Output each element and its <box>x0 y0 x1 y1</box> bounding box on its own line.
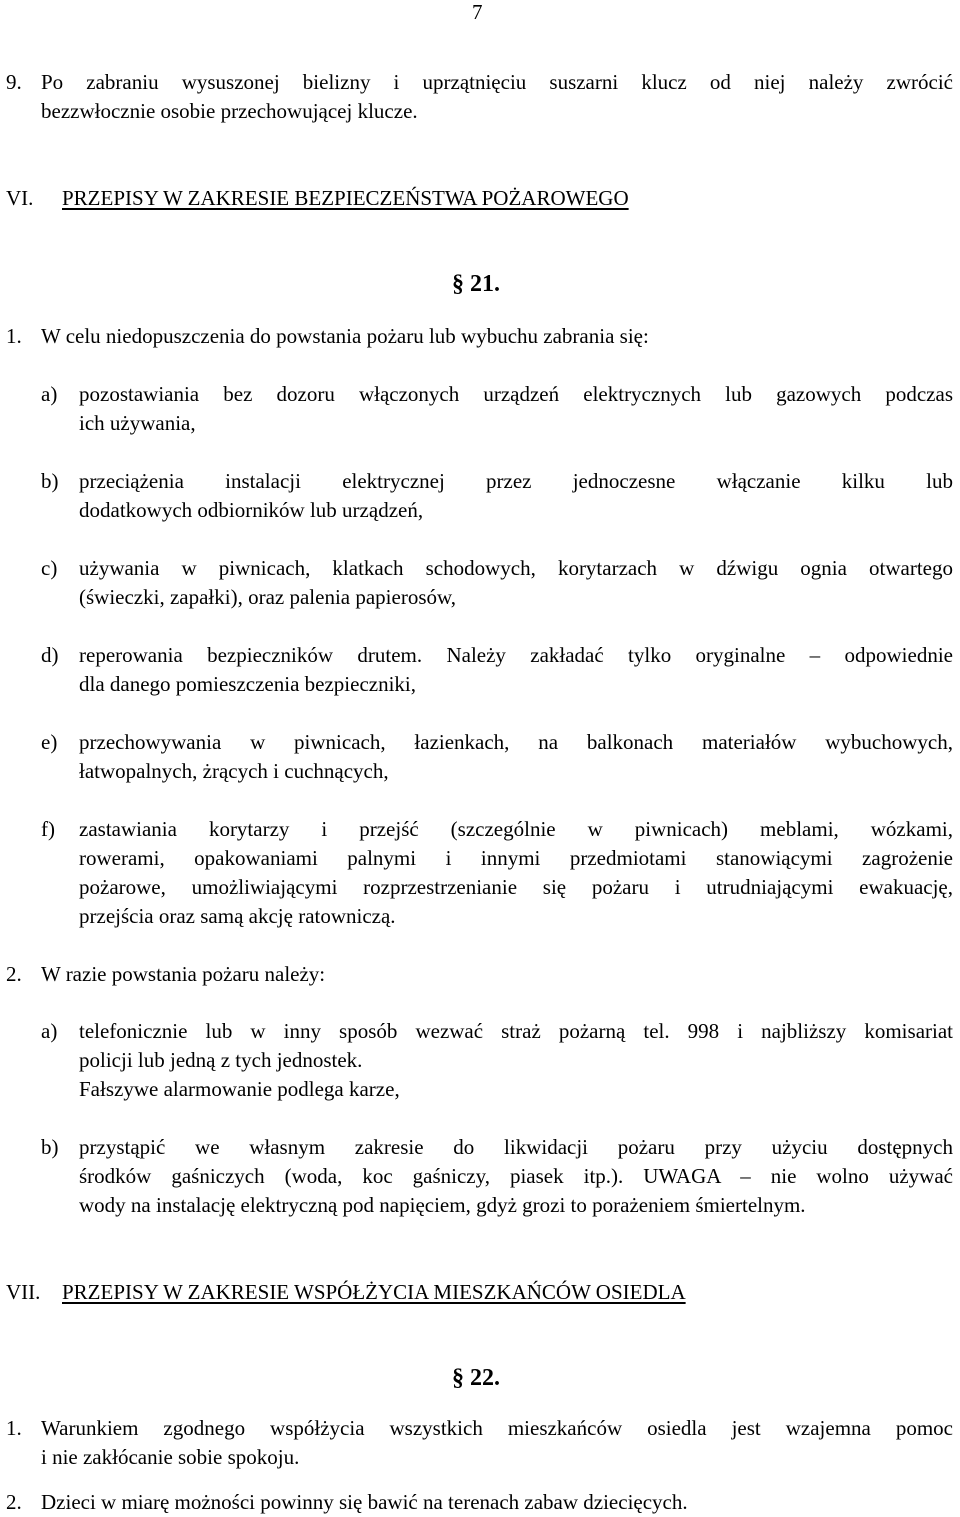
p1-f-line3: pożarowe, umożliwiającymi rozprzestrzenianie się pożaru i utrudniającymi ewakuację, <box>79 875 953 899</box>
p2-b-line1: przystąpić we własnym zakresie do likwidacji pożaru przy użyciu dostępnych <box>79 1135 953 1159</box>
q1-number: 1. <box>6 1416 22 1440</box>
p1-number: 1. <box>6 324 22 348</box>
p1-d-line2: dla danego pomieszczenia bezpieczniki, <box>79 672 417 696</box>
p1-b-line1: przeciążenia instalacji elektrycznej przez jednoczesne włączanie kilku lub <box>79 469 953 493</box>
p1-c-label: c) <box>41 556 58 580</box>
paragraph-22-heading: § 22. <box>452 1365 500 1391</box>
p2-a-line3: Fałszywe alarmowanie podlega karze, <box>79 1077 400 1101</box>
p2-a-line1: telefonicznie lub w inny sposób wezwać straż pożarną tel. 998 i najbliższy komisariat <box>79 1019 953 1043</box>
p1-f-line4: przejścia oraz samą akcję ratowniczą. <box>79 904 396 928</box>
item-9-line2: bezzwłocznie osobie przechowującej klucze. <box>41 99 418 123</box>
p1-d-line1: reperowania bezpieczników drutem. Należy zakładać tylko oryginalne – odpowiednie <box>79 643 953 667</box>
p1-e-label: e) <box>41 730 58 754</box>
p2-number: 2. <box>6 962 22 986</box>
paragraph-21-heading: § 21. <box>452 271 500 297</box>
p1-f-line1: zastawiania korytarzy i przejść (szczególnie w piwnicach) meblami, wózkami, <box>79 817 953 841</box>
section-6-title: PRZEPISY W ZAKRESIE BEZPIECZEŃSTWA POŻAROWEGO <box>62 186 629 210</box>
p1-e-line1: przechowywania w piwnicach, łazienkach, na balkonach materiałów wybuchowych, <box>79 730 953 754</box>
p2-a-line2: policji lub jedną z tych jednostek. <box>79 1048 363 1072</box>
p2-b-line3: wody na instalację elektryczną pod napięciem, gdyż grozi to porażeniem śmiertelnym. <box>79 1193 806 1217</box>
section-6-roman: VI. <box>6 186 34 210</box>
p1-f-label: f) <box>41 817 55 841</box>
p1-d-label: d) <box>41 643 59 667</box>
p1-a-line1: pozostawiania bez dozoru włączonych urządzeń elektrycznych lub gazowych podczas <box>79 382 953 406</box>
p1-c-line1: używania w piwnicach, klatkach schodowych, korytarzach w dźwigu ognia otwartego <box>79 556 953 580</box>
q2-number: 2. <box>6 1490 22 1514</box>
p1-text: W celu niedopuszczenia do powstania pożaru lub wybuchu zabrania się: <box>41 324 649 348</box>
p1-b-label: b) <box>41 469 59 493</box>
item-9-line1: Po zabraniu wysuszonej bielizny i uprzątnięciu suszarni klucz od niej należy zwrócić <box>41 70 953 94</box>
p1-a-label: a) <box>41 382 58 406</box>
page-number: 7 <box>472 0 483 24</box>
p2-a-label: a) <box>41 1019 58 1043</box>
section-7-title: PRZEPISY W ZAKRESIE WSPÓŁŻYCIA MIESZKAŃCÓW OSIEDLA <box>62 1280 686 1304</box>
section-7-roman: VII. <box>6 1280 41 1304</box>
p2-text: W razie powstania pożaru należy: <box>41 962 326 986</box>
q2-text: Dzieci w miarę możności powinny się bawić na terenach zabaw dziecięcych. <box>41 1490 688 1514</box>
p1-a-line2: ich używania, <box>79 411 196 435</box>
p2-b-label: b) <box>41 1135 59 1159</box>
item-9-number: 9. <box>6 70 22 94</box>
p1-b-line2: dodatkowych odbiorników lub urządzeń, <box>79 498 424 522</box>
p1-f-line2: rowerami, opakowaniami palnymi i innymi przedmiotami stanowiącymi zagrożenie <box>79 846 953 870</box>
p2-b-line2: środków gaśniczych (woda, koc gaśniczy, piasek itp.). UWAGA – nie wolno używać <box>79 1164 953 1188</box>
p1-e-line2: łatwopalnych, żrących i cuchnących, <box>79 759 389 783</box>
q1-line1: Warunkiem zgodnego współżycia wszystkich mieszkańców osiedla jest wzajemna pomoc <box>41 1416 953 1440</box>
q1-line2: i nie zakłócanie sobie spokoju. <box>41 1445 300 1469</box>
p1-c-line2: (świeczki, zapałki), oraz palenia papierosów, <box>79 585 457 609</box>
